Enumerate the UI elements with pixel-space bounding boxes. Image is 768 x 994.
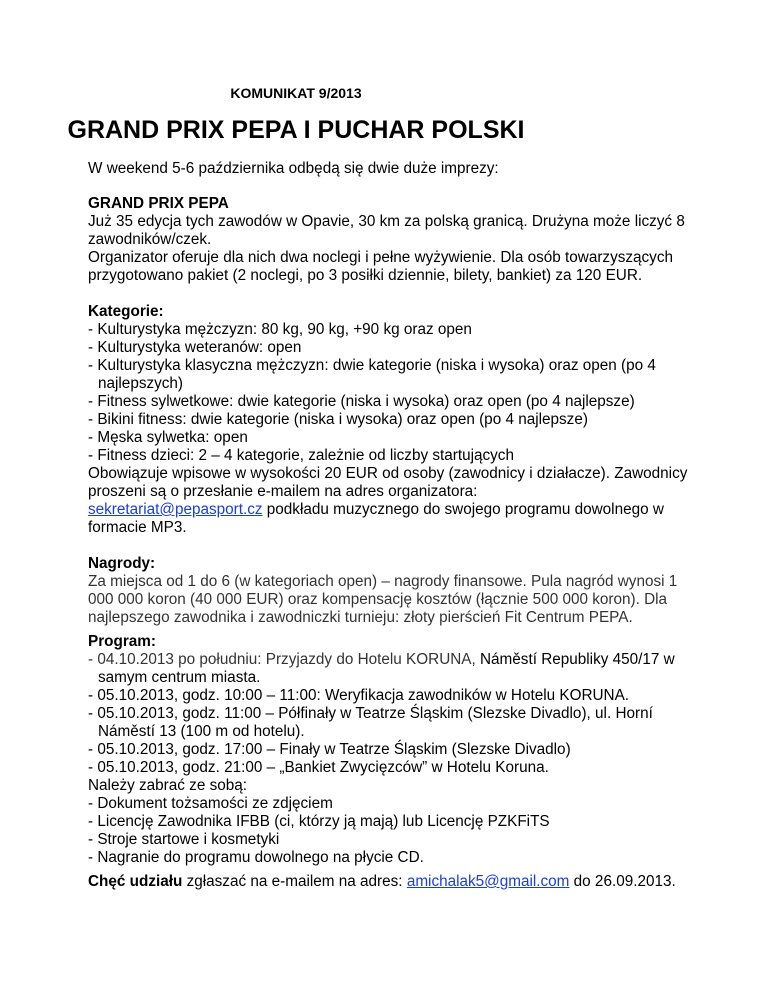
kategorie-heading: Kategorie: [88, 303, 164, 320]
wpisowe-section [88, 465, 688, 537]
list-item: - 05.10.2013, godz. 21:00 – „Bankiet Zwycięzców” w Hotelu Koruna. [88, 759, 549, 776]
wpisowe-text [88, 465, 688, 537]
komunikat-number: KOMUNIKAT 9/2013 [230, 85, 362, 101]
list-item: - 05.10.2013, godz. 17:00 – Finały w Teatrze Śląskim (Slezske Divadlo) [88, 741, 571, 758]
grand-prix-section [88, 195, 688, 285]
program-item1-a: - 04.10.2013 po południu: Przyjazdy do Hotelu KORUNA, [88, 651, 476, 668]
nagrody-heading: Nagrody: [88, 555, 156, 572]
udzial-section [88, 873, 688, 891]
grand-prix-heading: GRAND PRIX PEPA [88, 195, 229, 212]
wpisowe-intro: Obowiązuje wpisowe w wysokości 20 EUR od osoby (zawodnicy i działacze). Zawodnicy proszeni są o przesłanie e-mailem na adres organizatora: [88, 465, 688, 500]
list-item: - Kulturystyka klasyczna mężczyzn: dwie kategorie (niska i wysoka) oraz open (po 4 najlepszych) [88, 357, 656, 392]
list-item: - 05.10.2013, godz. 10:00 – 11:00: Weryfikacja zawodników w Hotelu KORUNA. [88, 687, 630, 704]
list-item: - Kulturystyka weteranów: open [88, 339, 302, 356]
list-item: - Fitness dzieci: 2 – 4 kategorie, zależnie od liczby startujących [88, 447, 514, 464]
contact-email-link[interactable]: amichalak5@gmail.com [406, 873, 570, 890]
grand-prix-line1: Już 35 edycja tych zawodów w Opavie, 30 km za polską granicą. Drużyna może liczyć 8 zawodników/czek. [88, 213, 685, 248]
nagrody-text: Za miejsca od 1 do 6 (w kategoriach open) – nagrody finansowe. Pula nagród wynosi 1 000 000 koron (40 000 EUR) oraz kompensację kosztów (łącznie 500 000 koron). Dla najlepszego zawodnika i zawodniczki turnieju: złoty pierścień Fit Centrum PEPA. [88, 573, 678, 626]
page-title: GRAND PRIX PEPA I PUCHAR POLSKI [67, 116, 525, 144]
zabrac-heading: Należy zabrać ze sobą: [88, 777, 247, 794]
wpisowe-after: podkładu muzycznego do swojego programu dowolnego w formacie MP3. [88, 501, 664, 536]
udzial-intro: zgłaszać na e-mailem na adres: [186, 873, 403, 890]
list-item [88, 651, 688, 687]
list-item: - Licencję Zawodnika IFBB (ci, którzy ją mają) lub Licencję PZKFiTS [88, 813, 550, 830]
organizer-email-link[interactable]: sekretariat@pepasport.cz [88, 501, 263, 518]
list-item: - Nagranie do programu dowolnego na płycie CD. [88, 849, 424, 866]
grand-prix-line2: Organizator oferuje dla nich dwa noclegi i pełne wyżywienie. Dla osób towarzyszących przygotowano pakiet (2 noclegi, po 3 posiłki dziennie, bilety, bankiet) za 120 EUR. [88, 249, 673, 284]
list-item: - Bikini fitness: dwie kategorie (niska i wysoka) oraz open (po 4 najlepsze) [88, 411, 588, 428]
program-item1-b: Náměstí Republiky 450/17 w samym centrum miasta. [98, 651, 675, 686]
program-heading: Program: [88, 633, 156, 650]
udzial-after: do 26.09.2013. [573, 873, 676, 890]
kategorie-section [88, 303, 688, 465]
list-item: - Dokument tożsamości ze zdjęciem [88, 795, 333, 812]
udzial-bold: Chęć udziału [88, 873, 183, 890]
udzial-text [88, 873, 688, 891]
list-item: - 05.10.2013, godz. 11:00 – Półfinały w Teatrze Śląskim (Slezske Divadlo), ul. Horní Náměstí 13 (100 m od hotelu). [88, 705, 653, 740]
list-item: - Kulturystyka mężczyzn: 80 kg, 90 kg, +90 kg oraz open [88, 321, 472, 338]
nagrody-section [88, 555, 688, 627]
zabrac-section [88, 777, 688, 867]
intro-text: W weekend 5-6 października odbędą się dwie duże imprezy: [88, 160, 499, 177]
program-section [88, 633, 688, 777]
list-item: - Stroje startowe i kosmetyki [88, 831, 280, 848]
list-item: - Męska sylwetka: open [88, 429, 248, 446]
list-item: - Fitness sylwetkowe: dwie kategorie (niska i wysoka) oraz open (po 4 najlepsze) [88, 393, 635, 410]
